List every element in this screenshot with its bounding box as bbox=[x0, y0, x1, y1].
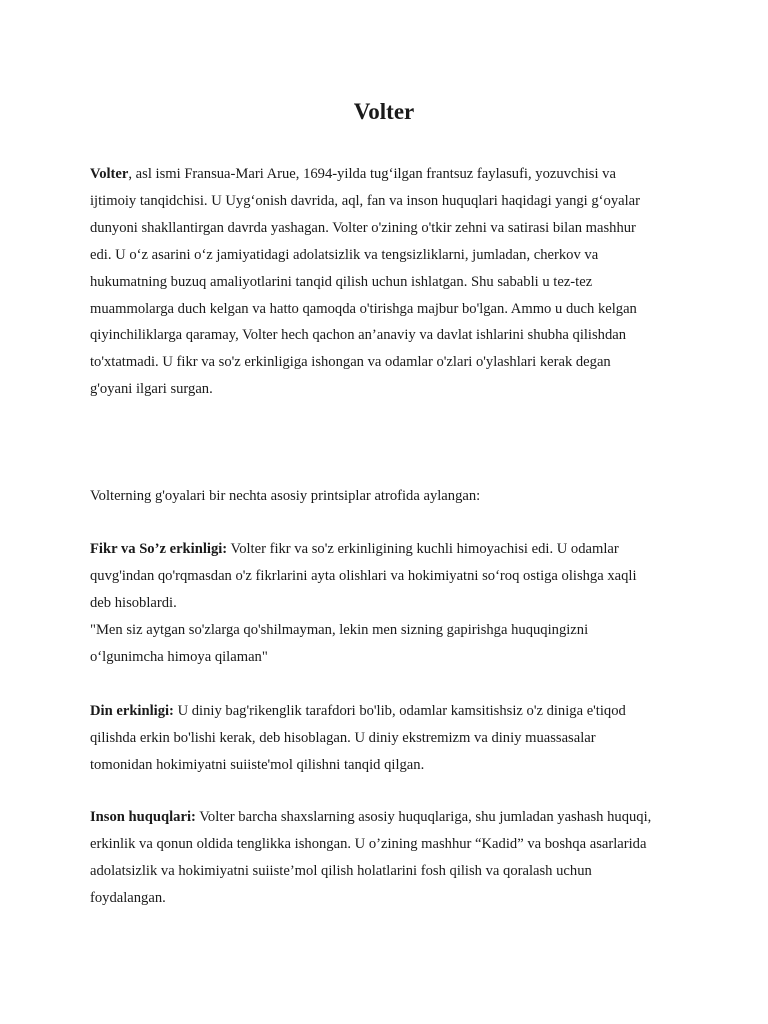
section-line: tomonidan hokimiyatni suiiste'mol qilishni tanqid qilgan. bbox=[90, 756, 425, 773]
intro-line: g'oyani ilgari surgan. bbox=[90, 381, 213, 398]
section-line: quvg'indan qo'rqmasdan o'z fikrlarini ayta olishlari va hokimiyatni so‘roq ostiga olishga xaqli bbox=[90, 567, 637, 584]
intro-line: hukumatning buzuq amaliyotlarini tanqid qilish uchun ishlatgan. Shu sababli u tez-tez bbox=[90, 273, 593, 290]
quote-line: o‘lgunimcha himoya qilaman" bbox=[90, 648, 268, 665]
section-inson-huquqlari bbox=[90, 804, 690, 912]
intro-line: to'xtatmadi. U fikr va so'z erkinligiga ishongan va odamlar o'zlari o'ylashlari kerak degan bbox=[90, 354, 611, 371]
intro-line: dunyoni shakllantirgan davrda yashagan. Volter o'zining o'tkir zehni va satirasi bilan mashhur bbox=[90, 219, 636, 236]
section-line: qilishda erkin bo'lishi kerak, deb hisoblagan. U diniy ekstremizm va diniy muassasalar bbox=[90, 729, 596, 746]
section-line: deb hisoblardi. bbox=[90, 594, 177, 611]
intro-lead-word: Volter bbox=[90, 166, 129, 182]
intro-line: , asl ismi Fransua-Mari Arue, 1694-yilda tug‘ilgan frantsuz faylasufi, yozuvchisi va bbox=[128, 166, 616, 182]
intro-line: edi. U o‘z asarini o‘z jamiyatidagi adolatsizlik va tengsizliklarni, jumladan, cherkov va bbox=[90, 246, 599, 263]
section-label: Fikr va So’z erkinligi: bbox=[90, 541, 228, 557]
section-line: foydalangan. bbox=[90, 889, 166, 906]
section-din-erkinligi bbox=[90, 698, 690, 779]
section-fikr-va-soz-erkinligi bbox=[90, 536, 690, 671]
section-line: Volter fikr va so'z erkinligining kuchli himoyachisi edi. U odamlar bbox=[227, 541, 619, 557]
section-line: erkinlik va qonun oldida tenglikka ishongan. U o’zining mashhur “Kadid” va boshqa asarlarida bbox=[90, 835, 647, 852]
page-title: Volter bbox=[353, 99, 415, 124]
section-line: adolatsizlik va hokimiyatni suiiste’mol qilish holatlarini fosh qilish va qoralash uchun bbox=[90, 862, 592, 879]
intro-line: ijtimoiy tanqidchisi. U Uyg‘onish davrida, aql, fan va inson huquqlari haqidagi yangi g‘oyalar bbox=[90, 192, 640, 209]
intro-line: qiyinchiliklarga qaramay, Volter hech qachon an’anaviy va davlat ishlarini shubha qilishdan bbox=[90, 327, 627, 344]
section-label: Inson huquqlari: bbox=[90, 809, 196, 825]
section-label: Din erkinligi: bbox=[90, 703, 174, 719]
intro-paragraph bbox=[90, 161, 690, 403]
principles-lead-sentence: Volterning g'oyalari bir nechta asosiy printsiplar atrofida aylangan: bbox=[90, 488, 481, 504]
quote-line: "Men siz aytgan so'zlarga qo'shilmayman, lekin men sizning gapirishga huquqingizni bbox=[90, 621, 589, 638]
section-line: Volter barcha shaxslarning asosiy huquqlariga, shu jumladan yashash huquqi, bbox=[195, 809, 652, 825]
intro-line: muammolarga duch kelgan va hatto qamoqda o'tirishga majbur bo'lgan. Ammo u duch kelgan bbox=[90, 300, 637, 317]
section-line: U diniy bag'rikenglik tarafdori bo'lib, odamlar kamsitishsiz o'z diniga e'tiqod bbox=[173, 703, 626, 719]
